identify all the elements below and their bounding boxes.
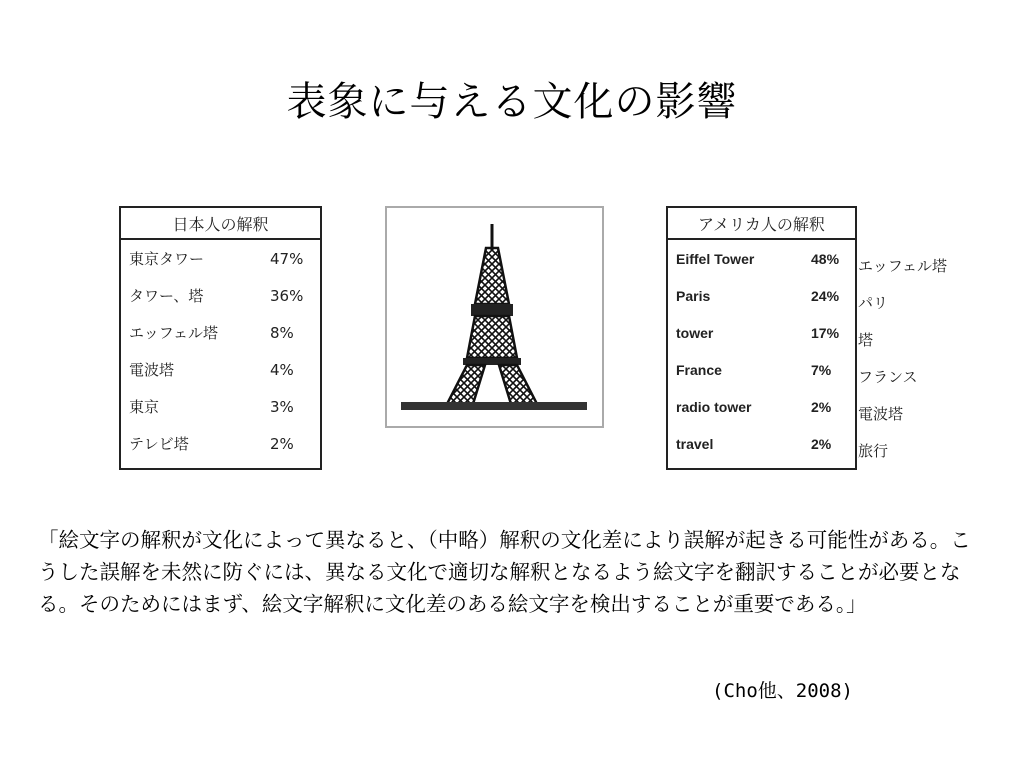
row-percent: 36%: [270, 286, 304, 305]
tower-pictogram-frame: [385, 206, 604, 428]
slide-title: 表象に与える文化の影響: [286, 79, 738, 125]
row-percent: 47%: [270, 249, 304, 268]
row-label: Eiffel Tower: [676, 250, 755, 267]
american-answers-translation-list: [858, 248, 998, 470]
table-row: [121, 240, 320, 277]
row-percent: 2%: [811, 435, 832, 452]
tower-icon: [387, 208, 602, 426]
row-label: テレビ塔: [129, 435, 189, 453]
row-percent: 24%: [811, 287, 840, 304]
translation-item: 旅行: [858, 442, 889, 460]
row-label: Paris: [676, 287, 711, 304]
translation-item: 電波塔: [858, 405, 904, 423]
japanese-interpretation-table: [119, 206, 322, 470]
row-percent: 2%: [811, 398, 832, 415]
table-row: [121, 351, 320, 388]
row-percent: 7%: [811, 361, 832, 378]
row-label: 東京: [129, 398, 160, 416]
row-label: 電波塔: [129, 361, 175, 379]
table-row: [121, 277, 320, 314]
row-percent: 17%: [811, 324, 840, 341]
quote-paragraph: 「絵文字の解釈が文化によって異なると、（中略）解釈の文化差により誤解が起きる可能性がある。こうした誤解を未然に防ぐには、異なる文化で適切な解釈となるよう絵文字を翻訳することが必要となる。そのためにはまず、絵文字解釈に文化差のある絵文字を検出することが重要である。」: [38, 528, 971, 616]
translation-item: エッフェル塔: [858, 257, 947, 275]
table-row: [668, 351, 855, 388]
table-row: [668, 277, 855, 314]
translation-item: パリ: [858, 294, 889, 312]
row-percent: 4%: [270, 360, 294, 379]
american-table-header: アメリカ人の解釈: [668, 208, 855, 240]
table-row: [668, 240, 855, 277]
row-percent: 8%: [270, 323, 294, 342]
translation-item: フランス: [858, 368, 918, 386]
table-row: [121, 425, 320, 462]
table-row: [121, 314, 320, 351]
translation-item: 塔: [858, 331, 874, 349]
table-row: [668, 388, 855, 425]
row-label: エッフェル塔: [129, 324, 218, 342]
row-label: 東京タワー: [129, 250, 205, 268]
row-label: France: [676, 361, 722, 378]
row-percent: 2%: [270, 434, 294, 453]
row-percent: 48%: [811, 250, 840, 267]
table-row: [668, 425, 855, 462]
american-interpretation-table: [666, 206, 857, 470]
row-label: タワー、塔: [129, 287, 204, 305]
row-label: radio tower: [676, 398, 752, 415]
row-percent: 3%: [270, 397, 294, 416]
row-label: travel: [676, 435, 714, 452]
table-row: [668, 314, 855, 351]
table-row: [121, 388, 320, 425]
row-label: tower: [676, 324, 714, 341]
citation: (Cho他、2008): [712, 680, 853, 702]
japanese-table-header: 日本人の解釈: [121, 208, 320, 240]
